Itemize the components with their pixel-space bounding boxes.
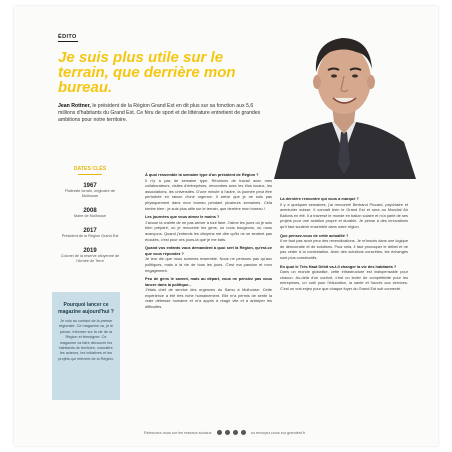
interview-question: En quoi le Très Haut Débit va-t-il changer la vie des habitants ? xyxy=(280,263,397,269)
facebook-icon[interactable] xyxy=(217,430,222,435)
intro-text: le président de la Région Grand Est en dit plus sur sa fonction aux 5,6 millions d'habitants du Grand Est. Ce féru de sport et de littérature entretient de grandes ambitions pour notre territoire. xyxy=(58,103,261,123)
section-rule xyxy=(58,41,78,42)
instagram-icon[interactable] xyxy=(233,430,238,435)
date-item xyxy=(60,248,120,264)
interview-question: À quoi ressemble la semaine type d'un président de Région ? xyxy=(145,172,259,177)
interview-answer: Il n'y a pas de semaine type. Réunions de travail avec mes collaborateurs, visites d'entreprises, rencontres avec les élus locaux, les associations, les universités. D'une minute à l'autre, la journée peut être perturbée en raison d'une urgence. Il arrive que je ne sois pas physiquement dans mon bureau pendant plusieurs semaines. Cela tombe bien : je suis plus utile sur le terrain, que derrière mon bureau ! xyxy=(145,177,272,211)
portrait-photo xyxy=(264,14,424,179)
question-box-title: Pourquoi lancer ce magazine aujourd'hui ? xyxy=(58,302,114,315)
section-label: ÉDITO xyxy=(58,34,77,40)
date-year: 1967 xyxy=(83,183,97,189)
headline: Je suis plus utile sur le terrain, que derrière mon bureau. xyxy=(58,49,236,96)
twitter-icon[interactable] xyxy=(225,430,230,435)
key-dates-title: DATES CLÉS xyxy=(73,166,107,172)
date-year: 2008 xyxy=(83,208,97,214)
date-description: Maire de Mulhouse xyxy=(73,214,107,218)
key-dates-rule xyxy=(78,174,102,175)
date-item xyxy=(60,208,120,219)
date-year: 2017 xyxy=(83,228,97,234)
interview-column-right xyxy=(280,193,408,295)
date-year: 2019 xyxy=(83,248,97,254)
question-box-text: Je vois au contact de la presse régionale. Ce magazine va, je le pense, informer sur la vie de la Région et témoigner. Ce magazine va faire découvrir les habitants de territoire, connaître les acteurs, les initiatives et les projets qui relèvent de la Région. xyxy=(58,319,114,361)
interview-question: Quand vos enfants vous demandent à quoi sert la Région, qu'est-ce que vous répondez ? xyxy=(145,245,272,256)
interview-question: La dernière rencontre qui vous a marqué ? xyxy=(280,196,359,201)
footer-social-text: Retrouvez-nous sur les réseaux sociaux xyxy=(144,431,212,435)
interview-column-middle xyxy=(145,169,272,313)
date-item xyxy=(60,183,120,199)
interview-answer: Il y a quelques semaines, j'ai rencontré Bertrand Piccard, psychiatre et aventurier suisse. Il connaît bien le Grand Est et sera au Mondial Air Ballons en été. Il a traversé le monde en ballon solaire et m'a parlé de ses projets pour une aviation propre et durable. Je pense à des innovations qu'il faut soutenir ensemble dans notre région. xyxy=(280,201,408,229)
date-description: Platiniste lorrain, originaire de Mulhouse xyxy=(64,189,116,198)
interview-question: Peu de gens le savent, mais au départ, vous ne pensiez pas vous lancer dans la politique... xyxy=(145,276,272,287)
interview-question: Les journées que vous aimez le moins ? xyxy=(145,214,220,220)
question-box xyxy=(52,292,120,400)
intro-paragraph xyxy=(58,103,263,124)
date-description: Président de la Région Grand Est xyxy=(61,234,119,238)
interview-question: Que pensez-vous de cette actualité ? xyxy=(280,232,349,238)
interview-answer: J'étais chef de service des urgences du Samu à Mulhouse. Cette expérience a été très riche humainement. Elle m'a permis de sentir la vraie détresse humaine et m'a appris à réagir vite et à anticiper les difficultés. xyxy=(145,287,272,310)
interview-answer: J'avoue la crainte de ne pas arriver à tout faire. J'aime les jours où je suis bien préparé, où je rencontre les gens, où nous bougeons, où nous avançons. Quand j'entends les citoyens me dire qu'ils ne se sentent pas écoutés, c'est pour ces jours-là que je me bats. xyxy=(145,219,272,242)
date-item xyxy=(60,228,120,239)
youtube-icon[interactable] xyxy=(241,430,246,435)
interview-answer: Je leur dis que nous sommes ensemble. Nous ne pensons pas qu'aux politiques, mais à la vie de tous les jours. C'est ma passion et mon engagement. xyxy=(145,256,272,273)
footer-website-text: ou envoyez-nous sur grandest.fr xyxy=(250,431,306,435)
date-description: Colonel de la réserve citoyenne de l'Armée de Terre xyxy=(60,254,120,263)
interview-answer: Il ne faut pas avoir peur des revendications. Je m'inscris dans une logique de démocratie et de solutions. Pour cela, il faut provoquer le débat et ne pas céder à la contestation. Avec des solutions concrètes, les échanges sont plus constructifs. xyxy=(280,238,408,260)
page-footer xyxy=(144,430,424,436)
key-dates xyxy=(60,166,120,273)
interview-answer: Dans un monde globalisé, cette infrastructure est indispensable pour chacun. Au-delà d'un confort, c'est un levier de compétitivité pour les entreprises, un outil pour l'éducation, la santé et l'accès aux services. C'est un vrai enjeu pour que chaque foyer du Grand Est soit connecté. xyxy=(280,269,408,291)
magazine-page xyxy=(14,6,438,446)
intro-name: Jean Rottner, xyxy=(58,103,91,109)
